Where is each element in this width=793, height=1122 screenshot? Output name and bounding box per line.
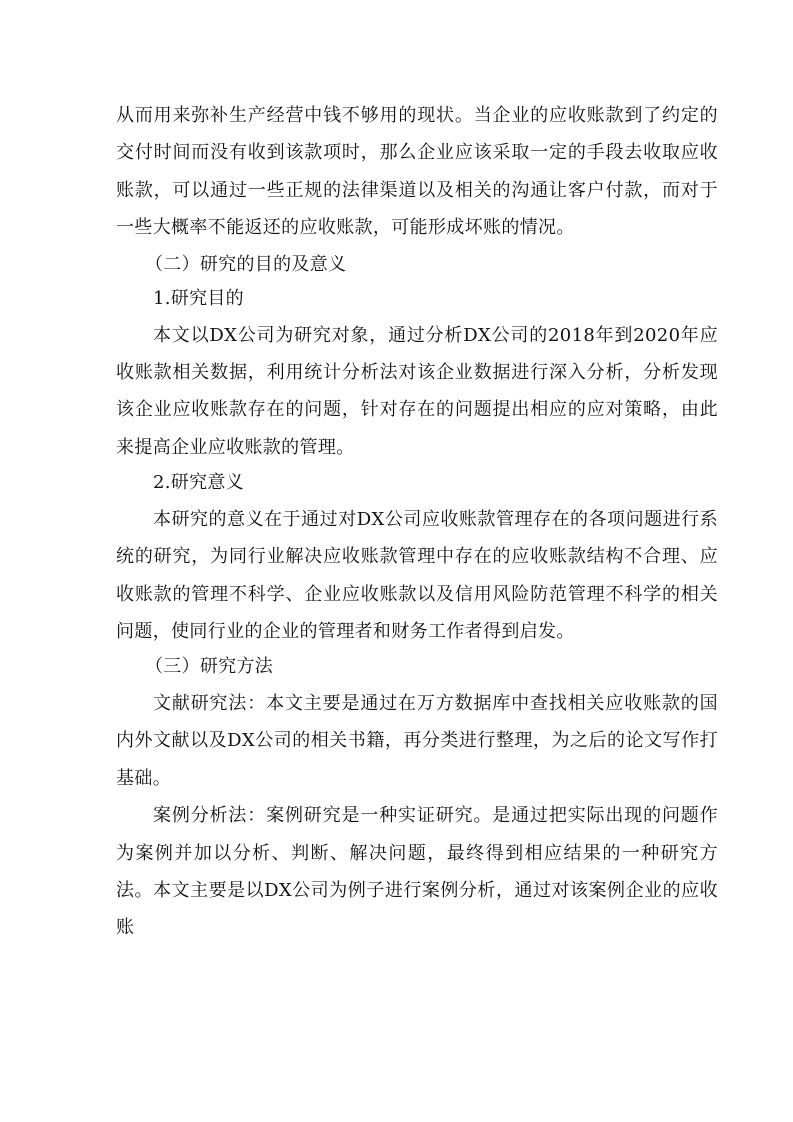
paragraph-research-purpose: 本文以DX公司为研究对象，通过分析DX公司的2018年到2020年应收账款相关数据，利用统计分析法对该企业数据进行深入分析，分析发现该企业应收账款存在的问题，针对存在的问题提出相应的应对策略，由此来提高企业应收账款的管理。 bbox=[116, 324, 718, 458]
paragraph-intro: 从而用来弥补生产经营中钱不够用的现状。当企业的应收账款到了约定的交付时间而没有收到该款项时，那么企业应该采取一定的手段去收取应收账款，可以通过一些正规的法律渠道以及相关的沟通让客户付款，而对于一些大概率不能返还的应收账款，可能形成坏账的情况。 bbox=[116, 105, 718, 239]
section-heading-research-methods: （三）研究方法 bbox=[145, 656, 274, 678]
paragraph-case-method: 案例分析法：案例研究是一种实证研究。是通过把实际出现的问题作为案例并加以分析、判断、解决问题，最终得到相应结果的一种研究方法。本文主要是以DX公司为例子进行案例分析，通过对该案例企业的应收账 bbox=[116, 805, 718, 939]
paragraph-literature-method: 文献研究法：本文主要是通过在万方数据库中查找相关应收账款的国内外文献以及DX公司的相关书籍，再分类进行整理，为之后的论文写作打基础。 bbox=[116, 692, 718, 789]
document-page bbox=[116, 97, 718, 947]
section-heading-purpose-significance: （二）研究的目的及意义 bbox=[145, 253, 347, 275]
subheading-research-purpose: 1.研究目的 bbox=[153, 288, 244, 310]
subheading-research-significance: 2.研究意义 bbox=[153, 472, 244, 494]
paragraph-research-significance: 本研究的意义在于通过对DX公司应收账款管理存在的各项问题进行系统的研究，为同行业解决应收账款管理中存在的应收账款结构不合理、应收账款的管理不科学、企业应收账款以及信用风险防范管理不科学的相关问题，使同行业的企业的管理者和财务工作者得到启发。 bbox=[116, 508, 718, 642]
